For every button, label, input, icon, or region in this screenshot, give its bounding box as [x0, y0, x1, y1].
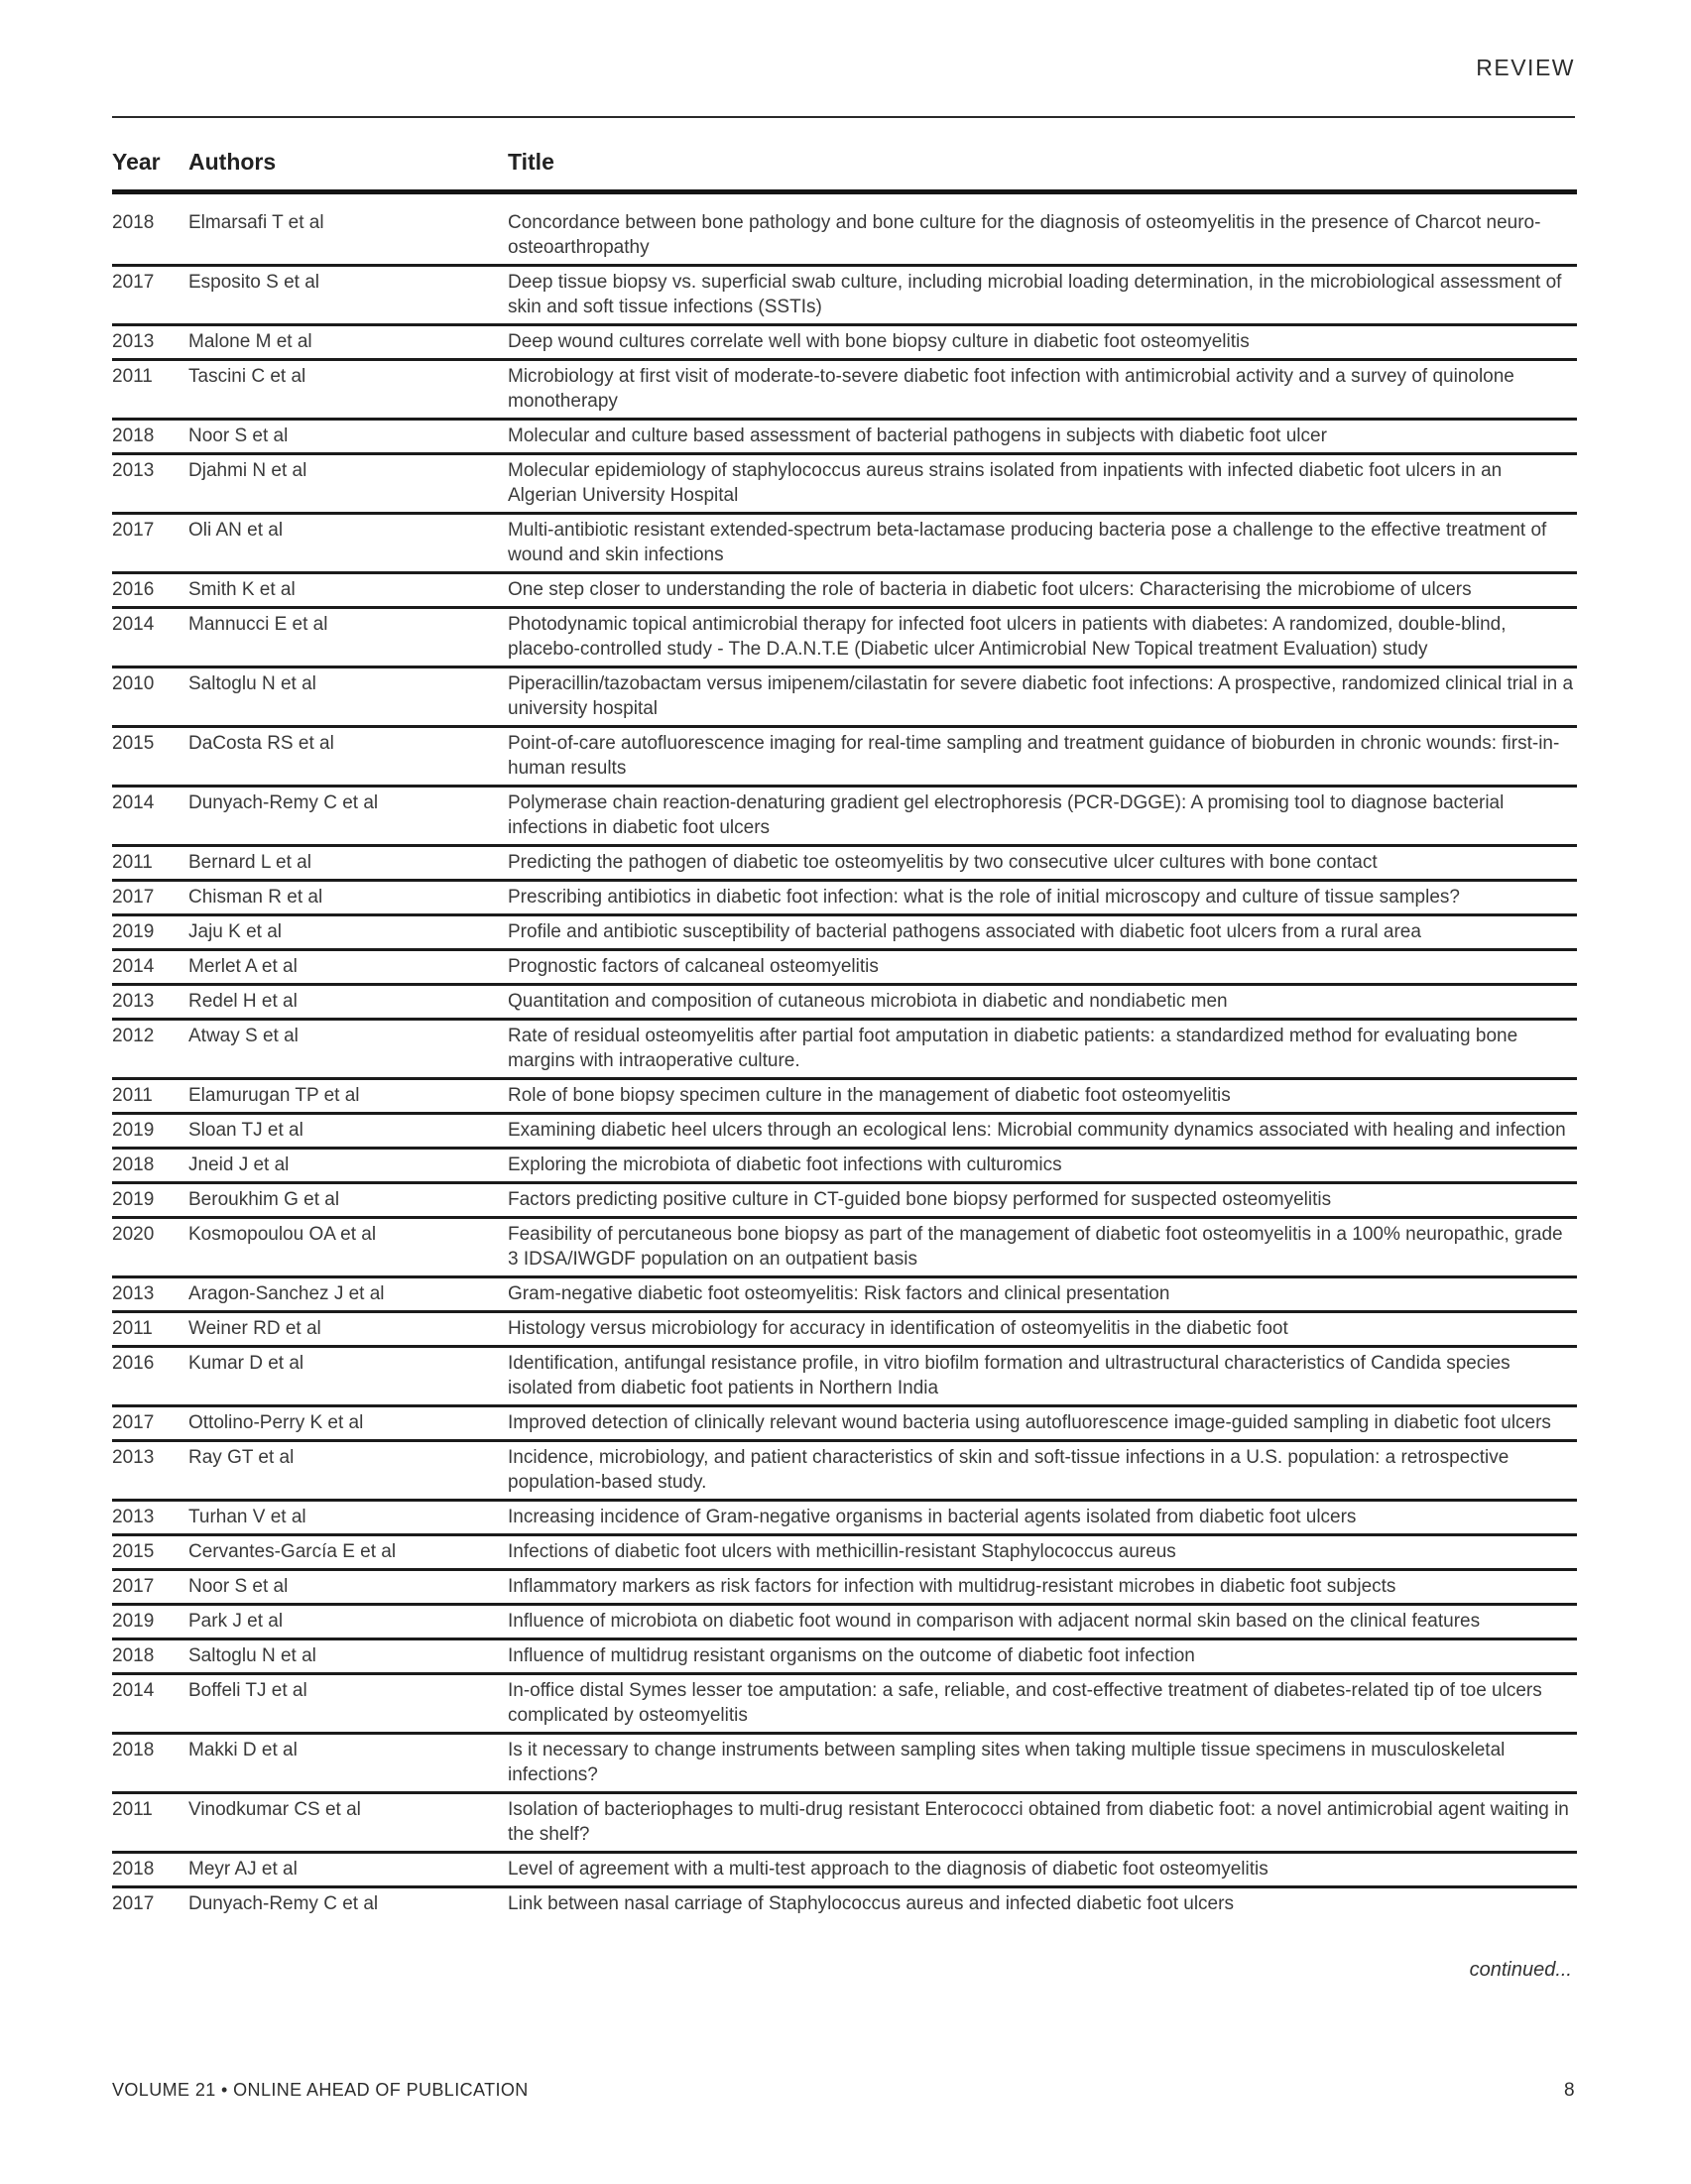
- row-authors: Djahmi N et al: [188, 460, 307, 481]
- row-year: 2015: [112, 1541, 155, 1562]
- table-row: [112, 1077, 1577, 1112]
- row-year: 2013: [112, 1447, 155, 1468]
- table-row: [112, 913, 1577, 948]
- row-year: 2019: [112, 1120, 155, 1141]
- row-year: 2011: [112, 1085, 153, 1106]
- row-authors: Kumar D et al: [188, 1353, 304, 1374]
- row-year: 2018: [112, 1645, 155, 1666]
- continued-label: continued...: [1469, 1959, 1572, 1981]
- table-header-row: [112, 149, 1577, 194]
- table-row: [112, 1112, 1577, 1147]
- row-authors: Elmarsafi T et al: [188, 212, 324, 233]
- table-row: [112, 1533, 1577, 1568]
- table-row: [112, 571, 1577, 606]
- row-authors: Smith K et al: [188, 579, 296, 600]
- table-row: [112, 948, 1577, 983]
- row-title: Level of agreement with a multi-test approach to the diagnosis of diabetic foot osteomyelitis: [508, 1859, 1268, 1880]
- row-title: Link between nasal carriage of Staphylococcus aureus and infected diabetic foot ulcers: [508, 1893, 1234, 1914]
- row-authors: Malone M et al: [188, 331, 312, 352]
- row-title: Deep tissue biopsy vs. superficial swab culture, including microbial loading determination, in the microbiological assessment of skin and soft tissue infections (SSTIs): [508, 272, 1562, 317]
- row-year: 2014: [112, 792, 155, 813]
- row-title: Identification, antifungal resistance profile, in vitro biofilm formation and ultrastructural characteristics of Candida species isolated from diabetic foot patients in Northern India: [508, 1353, 1510, 1398]
- row-title: Gram-negative diabetic foot osteomyelitis: Risk factors and clinical presentation: [508, 1283, 1170, 1304]
- row-year: 2018: [112, 425, 155, 446]
- row-year: 2019: [112, 921, 155, 942]
- table-row: [112, 1147, 1577, 1181]
- row-title: Rate of residual osteomyelitis after partial foot amputation in diabetic patients: a standardized method for evaluating bone margins with intraoperative culture.: [508, 1026, 1518, 1071]
- row-year: 2015: [112, 733, 155, 754]
- row-authors: Jneid J et al: [188, 1154, 290, 1175]
- row-title: Quantitation and composition of cutaneous microbiota in diabetic and nondiabetic men: [508, 991, 1228, 1012]
- row-authors: Oli AN et al: [188, 520, 284, 541]
- row-year: 2017: [112, 1412, 155, 1433]
- row-title: Histology versus microbiology for accuracy in identification of osteomyelitis in the diabetic foot: [508, 1318, 1288, 1339]
- row-authors: Meyr AJ et al: [188, 1859, 298, 1880]
- row-year: 2018: [112, 1859, 155, 1880]
- header-rule: [112, 116, 1575, 118]
- table-row: [112, 725, 1577, 785]
- row-title: Predicting the pathogen of diabetic toe osteomyelitis by two consecutive ulcer cultures with bone contact: [508, 852, 1378, 873]
- row-authors: Dunyach-Remy C et al: [188, 792, 379, 813]
- row-authors: DaCosta RS et al: [188, 733, 334, 754]
- row-year: 2019: [112, 1189, 155, 1210]
- row-authors: Weiner RD et al: [188, 1318, 321, 1339]
- column-header-title: Title: [508, 149, 554, 175]
- row-title: Influence of multidrug resistant organisms on the outcome of diabetic foot infection: [508, 1645, 1195, 1666]
- table-row: [112, 1672, 1577, 1732]
- row-authors: Dunyach-Remy C et al: [188, 1893, 379, 1914]
- row-authors: Ottolino-Perry K et al: [188, 1412, 364, 1433]
- row-authors: Turhan V et al: [188, 1507, 306, 1527]
- row-year: 2013: [112, 1507, 155, 1527]
- row-authors: Beroukhim G et al: [188, 1189, 340, 1210]
- row-authors: Elamurugan TP et al: [188, 1085, 360, 1106]
- row-year: 2018: [112, 212, 155, 233]
- row-authors: Boffeli TJ et al: [188, 1680, 307, 1701]
- row-year: 2013: [112, 460, 155, 481]
- row-year: 2011: [112, 1318, 153, 1339]
- row-year: 2017: [112, 1576, 155, 1597]
- row-title: Increasing incidence of Gram-negative organisms in bacterial agents isolated from diabetic foot ulcers: [508, 1507, 1357, 1527]
- row-year: 2018: [112, 1154, 155, 1175]
- table-row: [112, 1499, 1577, 1533]
- row-year: 2010: [112, 673, 155, 694]
- table-row: [112, 194, 1577, 264]
- row-authors: Merlet A et al: [188, 956, 298, 977]
- row-authors: Bernard L et al: [188, 852, 311, 873]
- table-row: [112, 844, 1577, 879]
- table-row: [112, 1181, 1577, 1216]
- table-row: [112, 1275, 1577, 1310]
- table-row: [112, 606, 1577, 666]
- table-row: [112, 666, 1577, 725]
- footer-volume-label: VOLUME 21 • ONLINE AHEAD OF PUBLICATION: [112, 2080, 529, 2100]
- row-authors: Makki D et al: [188, 1740, 298, 1760]
- row-title: Exploring the microbiota of diabetic foot infections with culturomics: [508, 1154, 1062, 1175]
- row-year: 2016: [112, 1353, 155, 1374]
- table-row: [112, 1018, 1577, 1077]
- row-authors: Esposito S et al: [188, 272, 320, 293]
- row-authors: Mannucci E et al: [188, 614, 328, 635]
- row-year: 2014: [112, 614, 155, 635]
- row-title: Point-of-care autofluorescence imaging for real-time sampling and treatment guidance of bioburden in chronic wounds: first-in-human results: [508, 733, 1560, 779]
- row-authors: Tascini C et al: [188, 366, 306, 387]
- row-title: Factors predicting positive culture in CT-guided bone biopsy performed for suspected osteomyelitis: [508, 1189, 1332, 1210]
- row-year: 2019: [112, 1611, 155, 1632]
- row-year: 2017: [112, 520, 155, 541]
- row-title: Infections of diabetic foot ulcers with methicillin-resistant Staphylococcus aureus: [508, 1541, 1176, 1562]
- row-authors: Chisman R et al: [188, 887, 323, 908]
- row-title: Isolation of bacteriophages to multi-drug resistant Enterococci obtained from diabetic foot: a novel antimicrobial agent waiting in the shelf?: [508, 1799, 1569, 1845]
- row-year: 2011: [112, 852, 153, 873]
- row-title: Multi-antibiotic resistant extended-spectrum beta-lactamase producing bacteria pose a challenge to the effective treatment of wound and skin infections: [508, 520, 1547, 565]
- row-year: 2011: [112, 366, 153, 387]
- table-row: [112, 1851, 1577, 1885]
- row-authors: Ray GT et al: [188, 1447, 295, 1468]
- table-row: [112, 1638, 1577, 1672]
- row-title: One step closer to understanding the role of bacteria in diabetic foot ulcers: Characterising the microbiome of ulcers: [508, 579, 1472, 600]
- row-year: 2017: [112, 1893, 155, 1914]
- table-row: [112, 358, 1577, 418]
- row-authors: Noor S et al: [188, 425, 289, 446]
- row-year: 2013: [112, 331, 155, 352]
- row-title: Prescribing antibiotics in diabetic foot infection: what is the role of initial microscopy and culture of tissue samples?: [508, 887, 1460, 908]
- row-authors: Atway S et al: [188, 1026, 299, 1046]
- row-year: 2013: [112, 991, 155, 1012]
- row-title: Role of bone biopsy specimen culture in the management of diabetic foot osteomyelitis: [508, 1085, 1231, 1106]
- row-authors: Saltoglu N et al: [188, 673, 316, 694]
- table-body: [112, 194, 1577, 1920]
- table-row: [112, 1568, 1577, 1603]
- row-title: Examining diabetic heel ulcers through an ecological lens: Microbial community dynamics associated with healing and infection: [508, 1120, 1566, 1141]
- publications-table: [112, 149, 1577, 1920]
- table-row: [112, 1732, 1577, 1791]
- row-title: Deep wound cultures correlate well with bone biopsy culture in diabetic foot osteomyelitis: [508, 331, 1250, 352]
- row-year: 2013: [112, 1283, 155, 1304]
- row-authors: Saltoglu N et al: [188, 1645, 316, 1666]
- row-title: Piperacillin/tazobactam versus imipenem/cilastatin for severe diabetic foot infections: A prospective, randomized clinical trial in a university hospital: [508, 673, 1574, 719]
- table-row: [112, 983, 1577, 1018]
- row-title: In-office distal Symes lesser toe amputation: a safe, reliable, and cost-effective treatment of diabetes-related tip of toe ulcers complicated by osteomyelitis: [508, 1680, 1542, 1726]
- row-title: Prognostic factors of calcaneal osteomyelitis: [508, 956, 879, 977]
- table-row: [112, 1404, 1577, 1439]
- row-title: Feasibility of percutaneous bone biopsy as part of the management of diabetic foot osteomyelitis in a 100% neuropathic, grade 3 IDSA/IWGDF population on an outpatient basis: [508, 1224, 1563, 1270]
- row-authors: Cervantes-García E et al: [188, 1541, 397, 1562]
- row-title: Improved detection of clinically relevant wound bacteria using autofluorescence image-guided sampling in diabetic foot ulcers: [508, 1412, 1551, 1433]
- table-row: [112, 1310, 1577, 1345]
- row-title: Concordance between bone pathology and bone culture for the diagnosis of osteomyelitis in the presence of Charcot neuro-osteoarthropathy: [508, 212, 1541, 258]
- row-title: Is it necessary to change instruments between sampling sites when taking multiple tissue specimens in musculoskeletal infections?: [508, 1740, 1506, 1785]
- column-header-year: Year: [112, 149, 161, 175]
- table-row: [112, 418, 1577, 452]
- row-year: 2016: [112, 579, 155, 600]
- row-year: 2014: [112, 1680, 155, 1701]
- table-row: [112, 1345, 1577, 1404]
- row-authors: Redel H et al: [188, 991, 298, 1012]
- row-year: 2018: [112, 1740, 155, 1760]
- row-title: Molecular and culture based assessment of bacterial pathogens in subjects with diabetic foot ulcer: [508, 425, 1327, 446]
- table-row: [112, 785, 1577, 844]
- table-row: [112, 1791, 1577, 1851]
- row-title: Polymerase chain reaction-denaturing gradient gel electrophoresis (PCR-DGGE): A promising tool to diagnose bacterial infections in diabetic foot ulcers: [508, 792, 1505, 838]
- row-year: 2011: [112, 1799, 153, 1820]
- row-authors: Park J et al: [188, 1611, 284, 1632]
- row-title: Photodynamic topical antimicrobial therapy for infected foot ulcers in patients with diabetes: A randomized, double-blind, placebo-controlled study - The D.A.N.T.E (Diabetic ulcer Antimicrobial New Topical treatment Evaluation) study: [508, 614, 1507, 660]
- row-title: Profile and antibiotic susceptibility of bacterial pathogens associated with diabetic foot ulcers from a rural area: [508, 921, 1421, 942]
- table-row: [112, 1885, 1577, 1920]
- table-row: [112, 264, 1577, 323]
- row-authors: Vinodkumar CS et al: [188, 1799, 361, 1820]
- table-row: [112, 512, 1577, 571]
- table-row: [112, 1216, 1577, 1275]
- row-year: 2012: [112, 1026, 155, 1046]
- row-title: Incidence, microbiology, and patient characteristics of skin and soft-tissue infections in a U.S. population: a retrospective population-based study.: [508, 1447, 1510, 1493]
- row-title: Inflammatory markers as risk factors for infection with multidrug-resistant microbes in diabetic foot subjects: [508, 1576, 1396, 1597]
- running-head-review: REVIEW: [1476, 55, 1575, 80]
- row-authors: Jaju K et al: [188, 921, 282, 942]
- row-authors: Aragon-Sanchez J et al: [188, 1283, 385, 1304]
- row-year: 2017: [112, 272, 155, 293]
- row-title: Influence of microbiota on diabetic foot wound in comparison with adjacent normal skin based on the clinical features: [508, 1611, 1481, 1632]
- page-footer: [112, 2080, 1575, 2102]
- row-year: 2014: [112, 956, 155, 977]
- row-authors: Sloan TJ et al: [188, 1120, 303, 1141]
- table-row: [112, 879, 1577, 913]
- row-year: 2020: [112, 1224, 155, 1245]
- column-header-authors: Authors: [188, 149, 277, 175]
- row-authors: Noor S et al: [188, 1576, 289, 1597]
- table-row: [112, 1439, 1577, 1499]
- page-number: 8: [1564, 2080, 1575, 2101]
- table-row: [112, 1603, 1577, 1638]
- row-title: Molecular epidemiology of staphylococcus aureus strains isolated from inpatients with infected diabetic foot ulcers in an Algerian University Hospital: [508, 460, 1503, 506]
- row-year: 2017: [112, 887, 155, 908]
- table-row: [112, 323, 1577, 358]
- table-row: [112, 452, 1577, 512]
- row-title: Microbiology at first visit of moderate-to-severe diabetic foot infection with antimicrobial activity and a survey of quinolone monotherapy: [508, 366, 1514, 412]
- row-authors: Kosmopoulou OA et al: [188, 1224, 377, 1245]
